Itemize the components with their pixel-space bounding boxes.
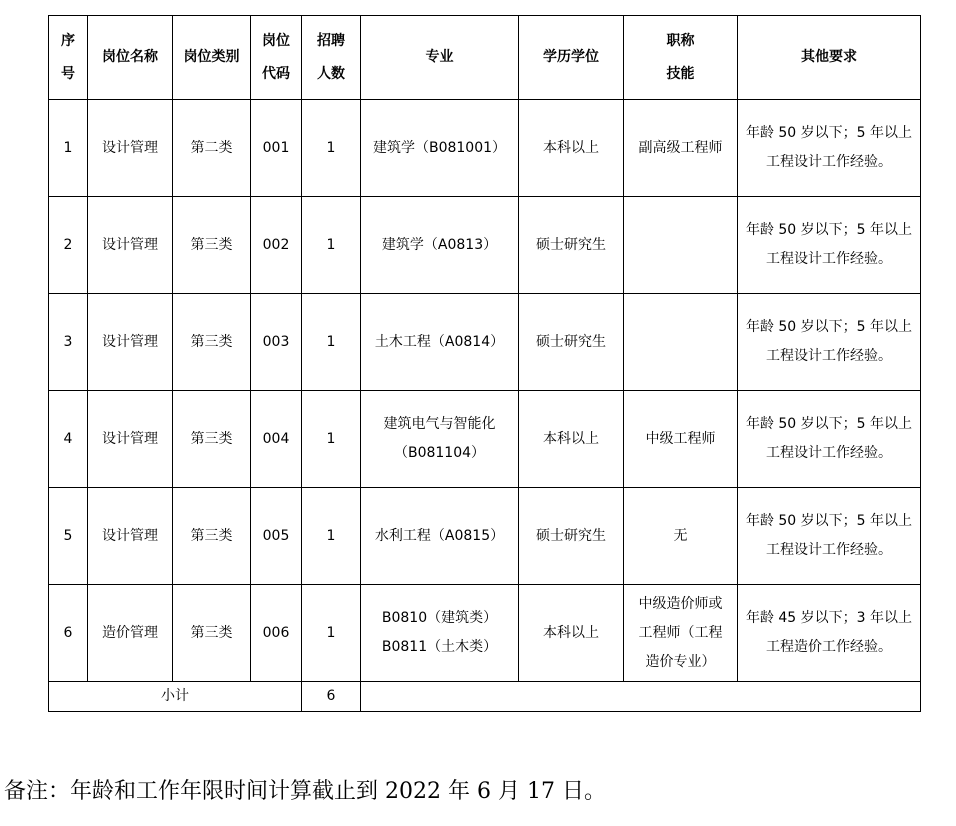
cell-other-req-line: 年龄 50 岁以下；5 年以上: [745, 222, 913, 238]
cell-title-skill: [624, 294, 738, 391]
cell-major: [361, 585, 519, 682]
cell-post-type: 第三类: [173, 391, 251, 488]
cell-major-line: （B081104）: [393, 445, 486, 461]
cell-other-req: [738, 585, 921, 682]
cell-post-name: 设计管理: [88, 488, 173, 585]
header-title-skill: 职称 技能: [624, 16, 738, 100]
cell-post-code: 005: [251, 488, 302, 585]
cell-recruit-num: 1: [302, 391, 361, 488]
cell-post-type: 第三类: [173, 585, 251, 682]
cell-post-type: 第二类: [173, 100, 251, 197]
cell-other-req: [738, 294, 921, 391]
table-row: [49, 100, 921, 197]
header-education: 学历学位: [519, 16, 624, 100]
cell-post-type: 第三类: [173, 294, 251, 391]
cell-major: [361, 294, 519, 391]
cell-recruit-num: 1: [302, 100, 361, 197]
cell-title-skill: [624, 585, 738, 682]
subtotal-label: 小计: [49, 682, 302, 712]
cell-post-code: 003: [251, 294, 302, 391]
cell-title-skill: [624, 488, 738, 585]
cell-major-line: 土木工程（A0814）: [374, 333, 505, 350]
cell-other-req-line: 年龄 50 岁以下；5 年以上: [745, 319, 913, 335]
cell-other-req-line: 年龄 50 岁以下；5 年以上: [745, 125, 913, 141]
subtotal-empty: [361, 682, 921, 712]
cell-post-name: 设计管理: [88, 294, 173, 391]
cell-education: 硕士研究生: [519, 197, 624, 294]
cell-seq: 2: [49, 197, 88, 294]
cell-major-line: 水利工程（A0815）: [374, 527, 505, 544]
cell-recruit-num: 1: [302, 488, 361, 585]
recruitment-table: [48, 15, 921, 712]
cell-seq: 4: [49, 391, 88, 488]
header-other: 其他要求: [738, 16, 921, 100]
cell-post-name: 设计管理: [88, 391, 173, 488]
table-header-row: [49, 16, 921, 100]
cell-recruit-num: 1: [302, 585, 361, 682]
cell-education: 本科以上: [519, 391, 624, 488]
header-major: 专业: [361, 16, 519, 100]
header-seq: 序 号: [49, 16, 88, 100]
cell-other-req: [738, 197, 921, 294]
cell-recruit-num: 1: [302, 294, 361, 391]
cell-post-name: 造价管理: [88, 585, 173, 682]
cell-post-name: 设计管理: [88, 100, 173, 197]
cell-other-req-line: 年龄 45 岁以下；3 年以上: [745, 610, 913, 626]
cell-other-req-line: 工程设计工作经验。: [766, 348, 892, 364]
table-row: [49, 488, 921, 585]
cell-seq: 1: [49, 100, 88, 197]
cell-post-code: 001: [251, 100, 302, 197]
cell-education: 硕士研究生: [519, 488, 624, 585]
cell-post-type: 第三类: [173, 197, 251, 294]
cell-other-req: [738, 391, 921, 488]
table-row: [49, 197, 921, 294]
cell-title-skill: [624, 100, 738, 197]
cell-title-skill-line: 无: [673, 527, 688, 544]
cell-title-skill: [624, 197, 738, 294]
cell-recruit-num: 1: [302, 197, 361, 294]
cell-major: [361, 100, 519, 197]
cell-post-name: 设计管理: [88, 197, 173, 294]
cell-title-skill-line: 中级造价师或: [638, 595, 723, 612]
header-post-type: 岗位类别: [173, 16, 251, 100]
cell-major: [361, 197, 519, 294]
header-recruit-num: 招聘 人数: [302, 16, 361, 100]
cell-other-req-line: 年龄 50 岁以下；5 年以上: [745, 416, 913, 432]
cell-seq: 3: [49, 294, 88, 391]
cell-other-req-line: 工程设计工作经验。: [766, 542, 892, 558]
cell-major: [361, 488, 519, 585]
cell-major-line: B0811（土木类）: [381, 639, 498, 655]
cell-major-line: B0810（建筑类）: [381, 610, 498, 626]
header-post-code: 岗位 代码: [251, 16, 302, 100]
cell-major-line: 建筑学（A0813）: [381, 236, 498, 253]
cell-post-code: 002: [251, 197, 302, 294]
cell-education: 本科以上: [519, 585, 624, 682]
cell-education: 本科以上: [519, 100, 624, 197]
header-post-name: 岗位名称: [88, 16, 173, 100]
cell-title-skill: [624, 391, 738, 488]
cell-other-req-line: 工程设计工作经验。: [766, 445, 892, 461]
cell-other-req: [738, 100, 921, 197]
cell-other-req-line: 工程设计工作经验。: [766, 251, 892, 267]
table-row: [49, 585, 921, 682]
cell-post-type: 第三类: [173, 488, 251, 585]
cell-other-req-line: 年龄 50 岁以下；5 年以上: [745, 513, 913, 529]
cell-title-skill-line: 工程师（工程: [638, 624, 723, 641]
footnote: 备注：年龄和工作年限时间计算截止到 2022 年 6 月 17 日。: [4, 779, 606, 804]
table-row: [49, 294, 921, 391]
cell-seq: 6: [49, 585, 88, 682]
cell-other-req: [738, 488, 921, 585]
subtotal-value: 6: [302, 682, 361, 712]
cell-seq: 5: [49, 488, 88, 585]
cell-post-code: 004: [251, 391, 302, 488]
table-row: [49, 391, 921, 488]
cell-major-line: 建筑电气与智能化: [383, 416, 496, 432]
cell-major-line: 建筑学（B081001）: [372, 139, 507, 156]
cell-other-req-line: 工程设计工作经验。: [766, 154, 892, 170]
cell-education: 硕士研究生: [519, 294, 624, 391]
cell-title-skill-line: 副高级工程师: [638, 139, 723, 156]
cell-major: [361, 391, 519, 488]
cell-other-req-line: 工程造价工作经验。: [766, 639, 892, 655]
subtotal-row: [49, 682, 921, 712]
cell-title-skill-line: 造价专业）: [645, 653, 716, 670]
cell-post-code: 006: [251, 585, 302, 682]
cell-title-skill-line: 中级工程师: [645, 430, 716, 447]
